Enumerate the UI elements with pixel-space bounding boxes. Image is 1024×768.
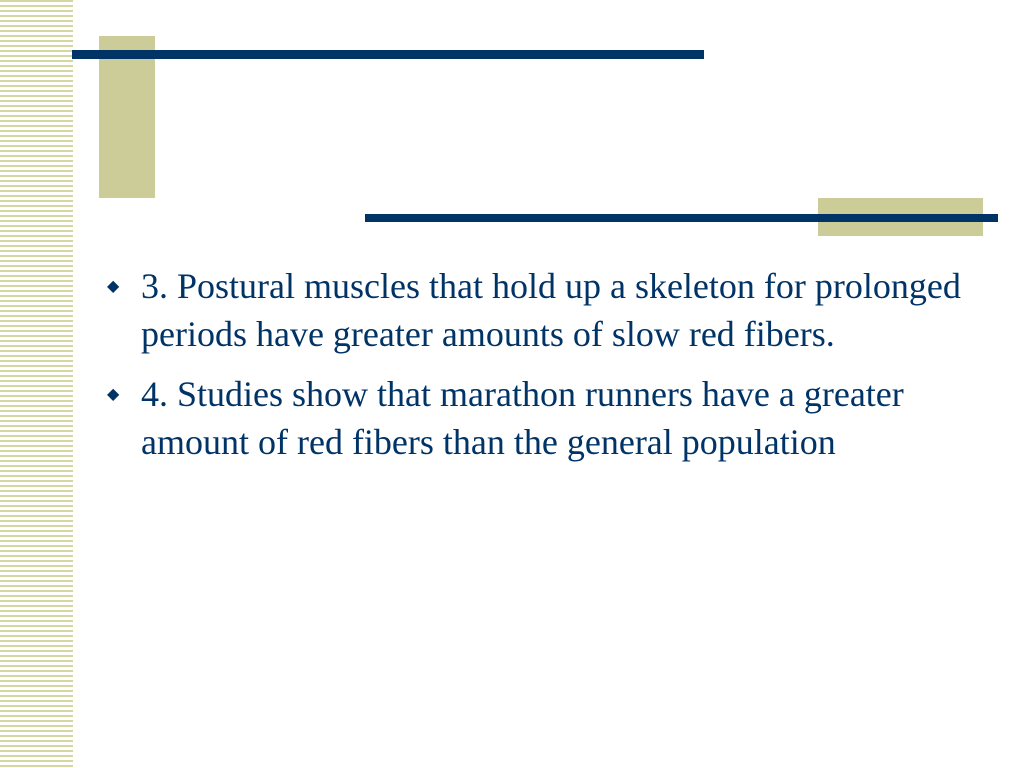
bullet-item-4 <box>105 370 985 466</box>
left-stripe-pattern <box>0 0 73 768</box>
bullet-text: 4. Studies show that marathon runners have a greater amount of red fibers than the general population <box>141 374 904 462</box>
decorative-navy-bar-top <box>72 50 704 59</box>
decorative-navy-bar-right <box>365 214 998 222</box>
slide-body <box>105 262 985 478</box>
diamond-bullet-icon: ◆ <box>107 276 120 295</box>
bullet-item-3 <box>105 262 985 358</box>
decorative-tan-block-top <box>99 36 155 198</box>
diamond-bullet-icon: ◆ <box>107 384 120 403</box>
bullet-text: 3. Postural muscles that hold up a skeleton for prolonged periods have greater amounts of slow red fibers. <box>141 266 961 354</box>
